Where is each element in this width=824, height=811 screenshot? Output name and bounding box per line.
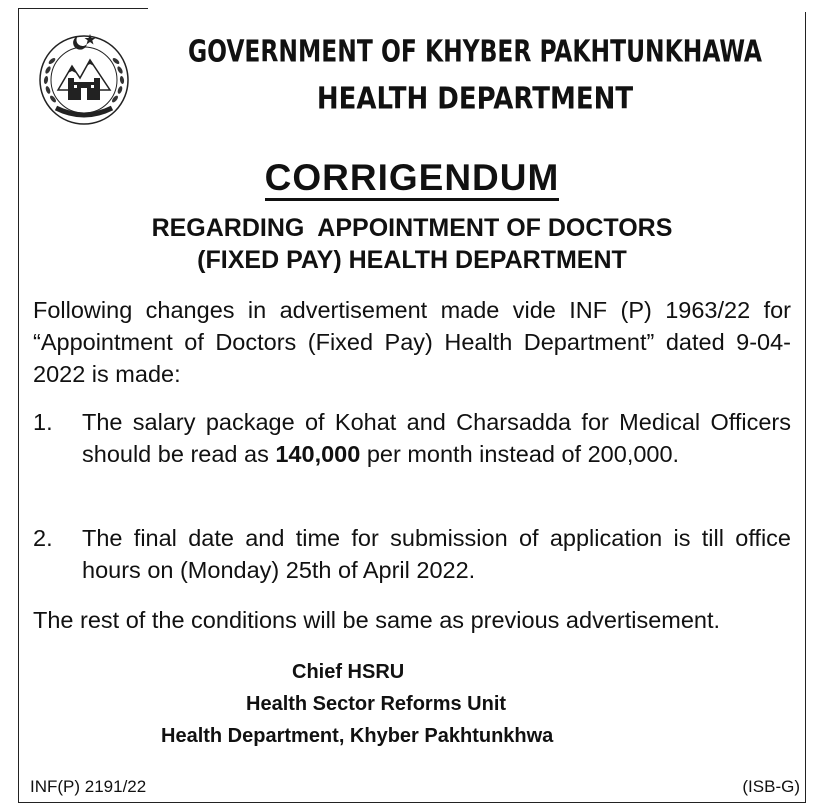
government-name: GOVERNMENT OF KHYBER PAKHTUNKHAWA [187,34,763,70]
closing-paragraph: The rest of the conditions will be same as previous advertisement. [33,607,721,633]
notice-subtitle [0,212,824,276]
notice-title [0,157,824,199]
list-item-content: The final date and time for submission of application is till office hours on (Monday) 25th of April 2022. [82,525,791,583]
footer-code: (ISB-G) [742,777,800,796]
subtitle-line-2: (FIXED PAY) HEALTH DEPARTMENT [197,246,627,274]
list-item-number: 1. [33,409,53,435]
signature-title: Chief HSRU [292,661,405,683]
signature-unit: Health Sector Reforms Unit [246,693,507,715]
list-item-2 [33,522,791,586]
list-item-text-before: The salary package of Kohat and Charsadda for Medical Officers should be read as [82,409,791,467]
salary-amount: 140,000 [275,441,361,467]
header [150,34,800,116]
department-name: HEALTH DEPARTMENT [316,81,634,117]
reference-number: INF(P) 2191/22 [30,777,147,796]
border-gap [148,6,818,12]
intro-paragraph: Following changes in advertisement made vide INF (P) 1963/22 for “Appointment of Doctors (Fixed Pay) Health Department” dated 9-04-2022 is made: [33,297,791,387]
list-item-text-after: per month instead of 200,000. [360,441,680,467]
list-item-1 [33,406,791,470]
subtitle-line-1: REGARDING APPOINTMENT OF DOCTORS [151,214,673,242]
signature-department: Health Department, Khyber Pakhtunkhwa [161,725,554,747]
title-text: CORRIGENDUM [265,157,560,201]
list-item-number: 2. [33,525,53,551]
list-item-content [82,406,791,470]
government-seal-icon [30,24,138,132]
